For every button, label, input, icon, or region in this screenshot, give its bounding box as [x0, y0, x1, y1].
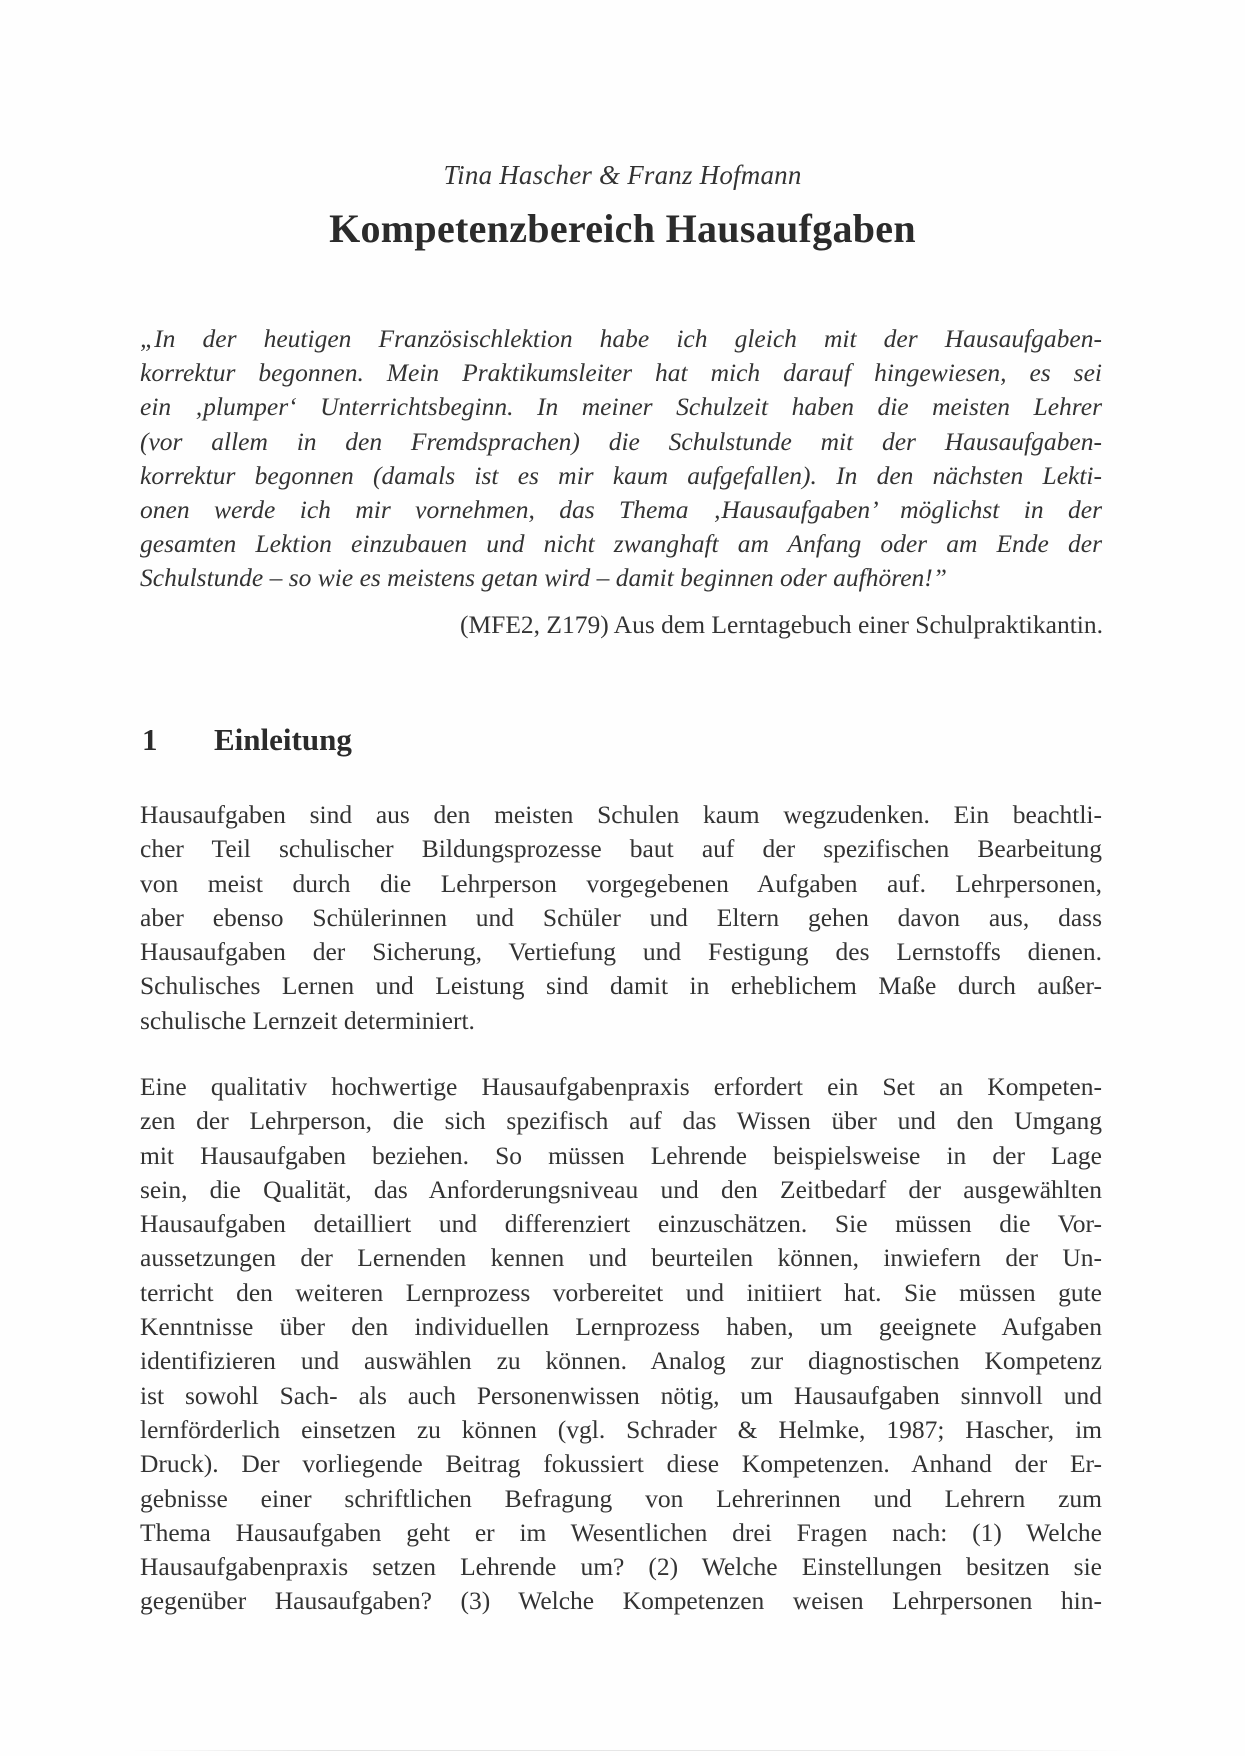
- paragraph-line: Thema Hausaufgaben geht er im Wesentlichen drei Fragen nach: (1) Welche: [140, 1517, 1102, 1547]
- epigraph-line: onen werde ich mir vornehmen, das Thema ‚Hausaufgaben’ möglichst in der: [140, 495, 1102, 525]
- author-line: Tina Hascher & Franz Hofmann: [443, 160, 802, 190]
- epigraph-line: „In der heutigen Französischlektion habe ich gleich mit der Hausaufgaben-: [140, 324, 1102, 353]
- epigraph-source: (MFE2, Z179) Aus dem Lerntagebuch einer Schulpraktikantin.: [459, 610, 1103, 639]
- paragraph-line: identifizieren und auswählen zu können. Analog zur diagnostischen Kompetenz: [140, 1346, 1102, 1376]
- paragraph-line: terricht den weiteren Lernprozess vorbereitet und initiiert hat. Sie müssen gute: [140, 1277, 1102, 1307]
- epigraph-line: korrektur begonnen. Mein Praktikumsleiter hat mich darauf hingewiesen, es sei: [140, 358, 1102, 388]
- paragraph-line: mit Hausaufgaben beziehen. So müssen Lehrende beispielsweise in der Lage: [140, 1140, 1102, 1170]
- body-paragraph: [140, 1070, 1102, 1619]
- epigraph-quote: [140, 322, 1102, 596]
- paragraph-line: Kenntnisse über den individuellen Lernprozess haben, um geeignete Aufgaben: [140, 1312, 1102, 1342]
- paragraph-line: lernförderlich einsetzen zu können (vgl. Schrader & Helmke, 1987; Hascher, im: [140, 1414, 1102, 1444]
- paragraph-line: Druck). Der vorliegende Beitrag fokussiert diese Kompetenzen. Anhand der Er-: [140, 1449, 1102, 1479]
- epigraph-line: (vor allem in den Fremdsprachen) die Schulstunde mit der Hausaufgaben-: [140, 426, 1102, 456]
- paragraph-line: Hausaufgaben detailliert und differenziert einzuschätzen. Sie müssen die Vor-: [140, 1209, 1102, 1239]
- section-heading: [142, 722, 352, 758]
- body-paragraph: [140, 798, 1102, 1038]
- paragraph-line: ist sowohl Sach- als auch Personenwissen nötig, um Hausaufgaben sinnvoll und: [140, 1380, 1102, 1410]
- section-title: Einleitung: [214, 722, 352, 757]
- paragraph-line: von meist durch die Lehrperson vorgegebenen Aufgaben auf. Lehrpersonen,: [140, 868, 1102, 898]
- paragraph-line: Hausaufgaben sind aus den meisten Schulen kaum wegzudenken. Ein beachtli-: [140, 800, 1102, 829]
- epigraph-line: Schulstunde – so wie es meistens getan wird – damit beginnen oder aufhören!”: [140, 563, 947, 593]
- paragraph-line: Eine qualitativ hochwertige Hausaufgabenpraxis erfordert ein Set an Kompeten-: [140, 1072, 1102, 1101]
- paragraph-line: schulische Lernzeit determiniert.: [140, 1005, 475, 1035]
- paragraph-line: cher Teil schulischer Bildungsprozesse baut auf der spezifischen Bearbeitung: [140, 834, 1102, 864]
- chapter-title: Kompetenzbereich Hausaufgaben: [329, 206, 916, 251]
- paragraph-line: sein, die Qualität, das Anforderungsniveau und den Zeitbedarf der ausgewählten: [140, 1174, 1102, 1204]
- paragraph-line: Schulisches Lernen und Leistung sind damit in erheblichem Maße durch außer-: [140, 971, 1102, 1001]
- paragraph-line: Hausaufgabenpraxis setzen Lehrende um? (2) Welche Einstellungen besitzen sie: [140, 1552, 1102, 1582]
- section-number: 1: [142, 722, 158, 757]
- paragraph-line: aussetzungen der Lernenden kennen und beurteilen können, inwiefern der Un-: [140, 1243, 1102, 1273]
- paragraph-line: aber ebenso Schülerinnen und Schüler und Eltern gehen davon aus, dass: [140, 902, 1102, 932]
- paragraph-line: gegenüber Hausaufgaben? (3) Welche Kompetenzen weisen Lehrpersonen hin-: [140, 1586, 1102, 1616]
- scan-edge-artifact: [130, 1750, 1130, 1751]
- epigraph-line: ein ‚plumper‘ Unterrichtsbeginn. In meiner Schulzeit haben die meisten Lehrer: [140, 392, 1102, 422]
- epigraph-line: korrektur begonnen (damals ist es mir kaum aufgefallen). In den nächsten Lekti-: [140, 460, 1102, 490]
- epigraph-line: gesamten Lektion einzubauen und nicht zwanghaft am Anfang oder am Ende der: [140, 529, 1102, 559]
- paragraph-line: gebnisse einer schriftlichen Befragung von Lehrerinnen und Lehrern zum: [140, 1483, 1102, 1513]
- paragraph-line: zen der Lehrperson, die sich spezifisch auf das Wissen über und den Umgang: [140, 1106, 1102, 1136]
- paragraph-line: Hausaufgaben der Sicherung, Vertiefung und Festigung des Lernstoffs dienen.: [140, 937, 1102, 967]
